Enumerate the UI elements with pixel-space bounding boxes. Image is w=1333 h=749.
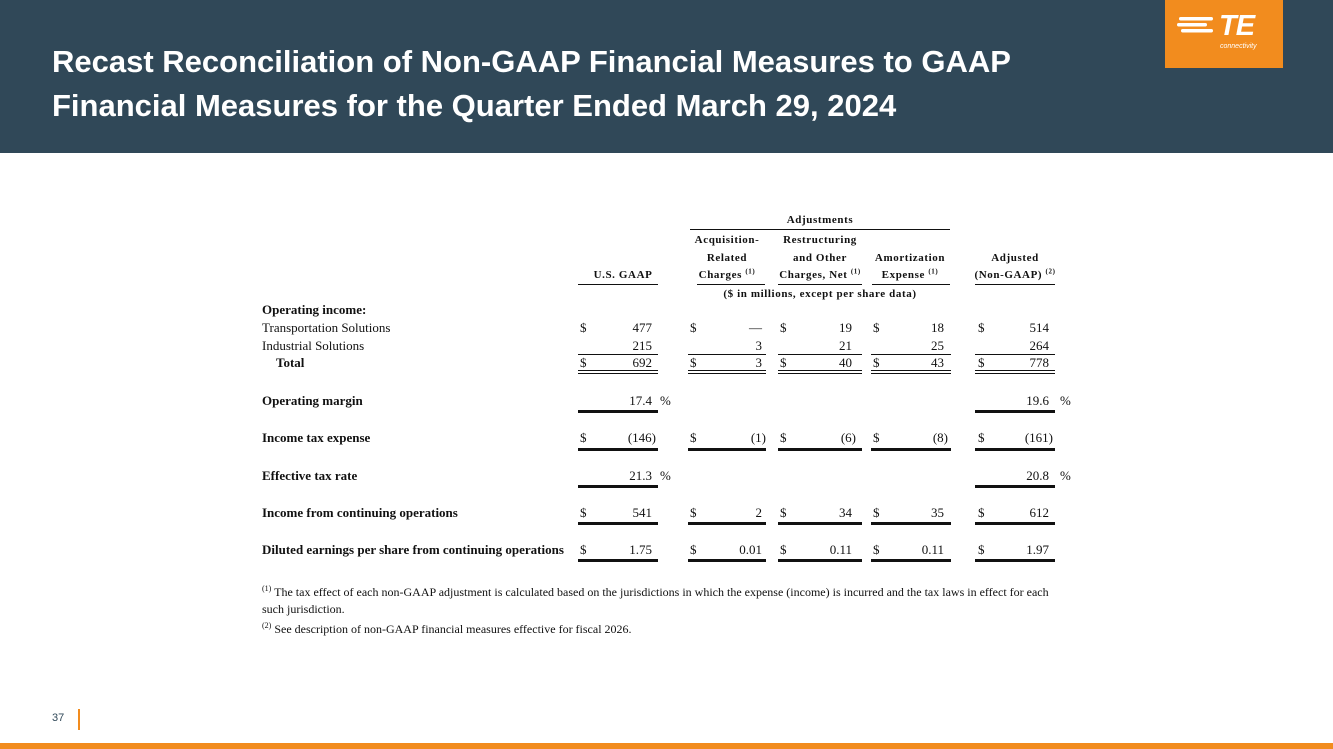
dollar-sign: $ [780, 505, 787, 520]
row-rule [578, 448, 658, 451]
cell-tax-rate-adj: 20.8 [1026, 468, 1049, 483]
row-rule [871, 448, 951, 451]
row-rule [688, 559, 766, 562]
dollar-sign: $ [690, 355, 697, 370]
row-rule [871, 522, 951, 525]
row-rule [778, 522, 862, 525]
cell-transportation-adj: 514 [1029, 320, 1049, 335]
total-double-rule [578, 370, 658, 374]
amort-header-footnote: (1) [928, 267, 939, 276]
cell-income-cont-acq: 2 [755, 505, 762, 520]
acq-header-label: Charges [698, 269, 742, 281]
cell-tax-expense-gaap: (146) [627, 430, 656, 445]
row-rule [688, 522, 766, 525]
percent-sign: % [660, 393, 671, 408]
cell-income-cont-gaap: 541 [632, 505, 652, 520]
row-label-transportation: Transportation Solutions [262, 320, 391, 335]
restr-header-footnote: (1) [850, 267, 861, 276]
cell-tax-expense-amort: (8) [932, 430, 948, 445]
cell-eps-restr: 0.11 [829, 542, 852, 557]
logo-subtext: connectivity [1220, 43, 1257, 50]
footnote-2-text: See description of non-GAAP financial measures effective for fiscal 2026. [274, 622, 632, 636]
page-number: 37 [52, 712, 65, 724]
footer-accent-bar [0, 743, 1333, 749]
logo-wordmark: TE [1219, 10, 1255, 42]
units-note: ($ in millions, except per share data) [723, 288, 917, 300]
total-double-rule [778, 370, 862, 374]
cell-eps-amort: 0.11 [921, 542, 944, 557]
cell-industrial-acq: 3 [755, 338, 762, 353]
cell-income-cont-restr: 34 [839, 505, 852, 520]
percent-sign: % [1060, 393, 1071, 408]
dollar-sign: $ [873, 505, 880, 520]
row-rule [975, 522, 1055, 525]
adj-header-line-2 [970, 267, 1060, 283]
acq-header-underline [697, 284, 765, 285]
section-operating-income: Operating income: [262, 302, 367, 317]
dollar-sign: $ [978, 505, 985, 520]
cell-op-margin-adj: 19.6 [1026, 393, 1049, 408]
cell-tax-expense-adj: (161) [1024, 430, 1053, 445]
adjustments-group-header: Adjustments [786, 214, 854, 226]
cell-eps-adj: 1.97 [1026, 542, 1049, 557]
cell-total-restr: 40 [839, 355, 852, 370]
adj-header-footnote: (2) [1045, 267, 1056, 276]
dollar-sign: $ [978, 542, 985, 557]
restr-header-line-3 [775, 267, 865, 283]
footnote-2 [262, 617, 1062, 638]
dollar-sign: $ [580, 430, 587, 445]
row-rule [871, 559, 951, 562]
row-label-income-tax-expense: Income tax expense [262, 430, 371, 445]
amort-header-underline [872, 284, 950, 285]
adj-header-label: (Non-GAAP) [974, 269, 1043, 281]
cell-industrial-restr: 21 [839, 338, 852, 353]
footnote-1 [262, 580, 1062, 618]
percent-sign: % [660, 468, 671, 483]
percent-sign: % [1060, 468, 1071, 483]
cell-transportation-acq: — [749, 320, 762, 335]
restr-header-line-2: and Other [793, 252, 847, 264]
cell-total-gaap: 692 [632, 355, 652, 370]
cell-op-margin-gaap: 17.4 [629, 393, 652, 408]
row-label-operating-margin: Operating margin [262, 393, 363, 408]
row-rule [975, 559, 1055, 562]
dollar-sign: $ [580, 355, 587, 370]
row-rule [578, 485, 658, 488]
dollar-sign: $ [580, 320, 587, 335]
slide-title-line-1: Recast Reconciliation of Non-GAAP Financial Measures to GAAP [52, 44, 1011, 79]
footnote-1-text: The tax effect of each non-GAAP adjustment is calculated based on the jurisdictions in which the expense (income) is incurred and the tax laws in effect for each such jurisdiction. [262, 585, 1049, 616]
footnote-2-mark: (2) [262, 621, 272, 630]
dollar-sign: $ [690, 542, 697, 557]
dollar-sign: $ [873, 430, 880, 445]
dollar-sign: $ [978, 320, 985, 335]
row-rule [578, 522, 658, 525]
dollar-sign: $ [580, 505, 587, 520]
cell-total-acq: 3 [755, 355, 762, 370]
row-rule [578, 410, 658, 413]
cell-transportation-gaap: 477 [632, 320, 652, 335]
dollar-sign: $ [873, 355, 880, 370]
row-label-total: Total [276, 355, 305, 370]
amort-header-line-1: Amortization [874, 252, 946, 264]
cell-industrial-gaap: 215 [632, 338, 652, 353]
total-double-rule [871, 370, 951, 374]
row-label-income-continuing-operations: Income from continuing operations [262, 505, 458, 520]
restr-header-line-1: Restructuring [783, 234, 857, 246]
row-rule [975, 448, 1055, 451]
dollar-sign: $ [873, 320, 880, 335]
dollar-sign: $ [780, 430, 787, 445]
dollar-sign: $ [580, 542, 587, 557]
page-number-divider [78, 709, 80, 730]
adj-header-line-1: Adjusted [991, 252, 1039, 264]
cell-income-cont-adj: 612 [1029, 505, 1049, 520]
slide-title-line-2: Financial Measures for the Quarter Ended March 29, 2024 [52, 88, 897, 123]
footnote-1-mark: (1) [262, 584, 272, 593]
cell-industrial-adj: 264 [1029, 338, 1049, 353]
gaap-header: U.S. GAAP [593, 269, 653, 281]
row-rule [578, 559, 658, 562]
adjustments-underline [690, 229, 950, 230]
row-rule [688, 448, 766, 451]
dollar-sign: $ [690, 430, 697, 445]
row-rule [778, 559, 862, 562]
cell-tax-expense-acq: (1) [750, 430, 766, 445]
dollar-sign: $ [690, 320, 697, 335]
row-rule [975, 485, 1055, 488]
acq-header-line-1: Acquisition- [694, 234, 760, 246]
cell-eps-gaap: 1.75 [629, 542, 652, 557]
cell-transportation-amort: 18 [931, 320, 944, 335]
cell-tax-rate-gaap: 21.3 [629, 468, 652, 483]
row-label-industrial: Industrial Solutions [262, 338, 365, 353]
cell-industrial-amort: 25 [931, 338, 944, 353]
row-label-effective-tax-rate: Effective tax rate [262, 468, 358, 483]
cell-eps-acq: 0.01 [739, 542, 762, 557]
row-label-diluted-eps: Diluted earnings per share from continuing operations [262, 542, 564, 557]
acq-header-line-3 [690, 267, 764, 283]
row-rule [778, 448, 862, 451]
dollar-sign: $ [780, 320, 787, 335]
amort-header-line-2 [868, 267, 952, 283]
total-double-rule [975, 370, 1055, 374]
cell-total-amort: 43 [931, 355, 944, 370]
acq-header-footnote: (1) [745, 267, 756, 276]
dollar-sign: $ [780, 542, 787, 557]
dollar-sign: $ [690, 505, 697, 520]
cell-tax-expense-restr: (6) [840, 430, 856, 445]
cell-transportation-restr: 19 [839, 320, 852, 335]
dollar-sign: $ [780, 355, 787, 370]
dollar-sign: $ [873, 542, 880, 557]
restr-header-label: Charges, Net [779, 269, 848, 281]
cell-total-adj: 778 [1029, 355, 1049, 370]
amort-header-label: Expense [881, 269, 925, 281]
total-double-rule [688, 370, 766, 374]
dollar-sign: $ [978, 355, 985, 370]
restr-header-underline [778, 284, 862, 285]
adj-header-underline [975, 284, 1055, 285]
cell-income-cont-amort: 35 [931, 505, 944, 520]
acq-header-line-2: Related [706, 252, 748, 264]
gaap-header-underline [578, 284, 658, 285]
dollar-sign: $ [978, 430, 985, 445]
row-rule [975, 410, 1055, 413]
